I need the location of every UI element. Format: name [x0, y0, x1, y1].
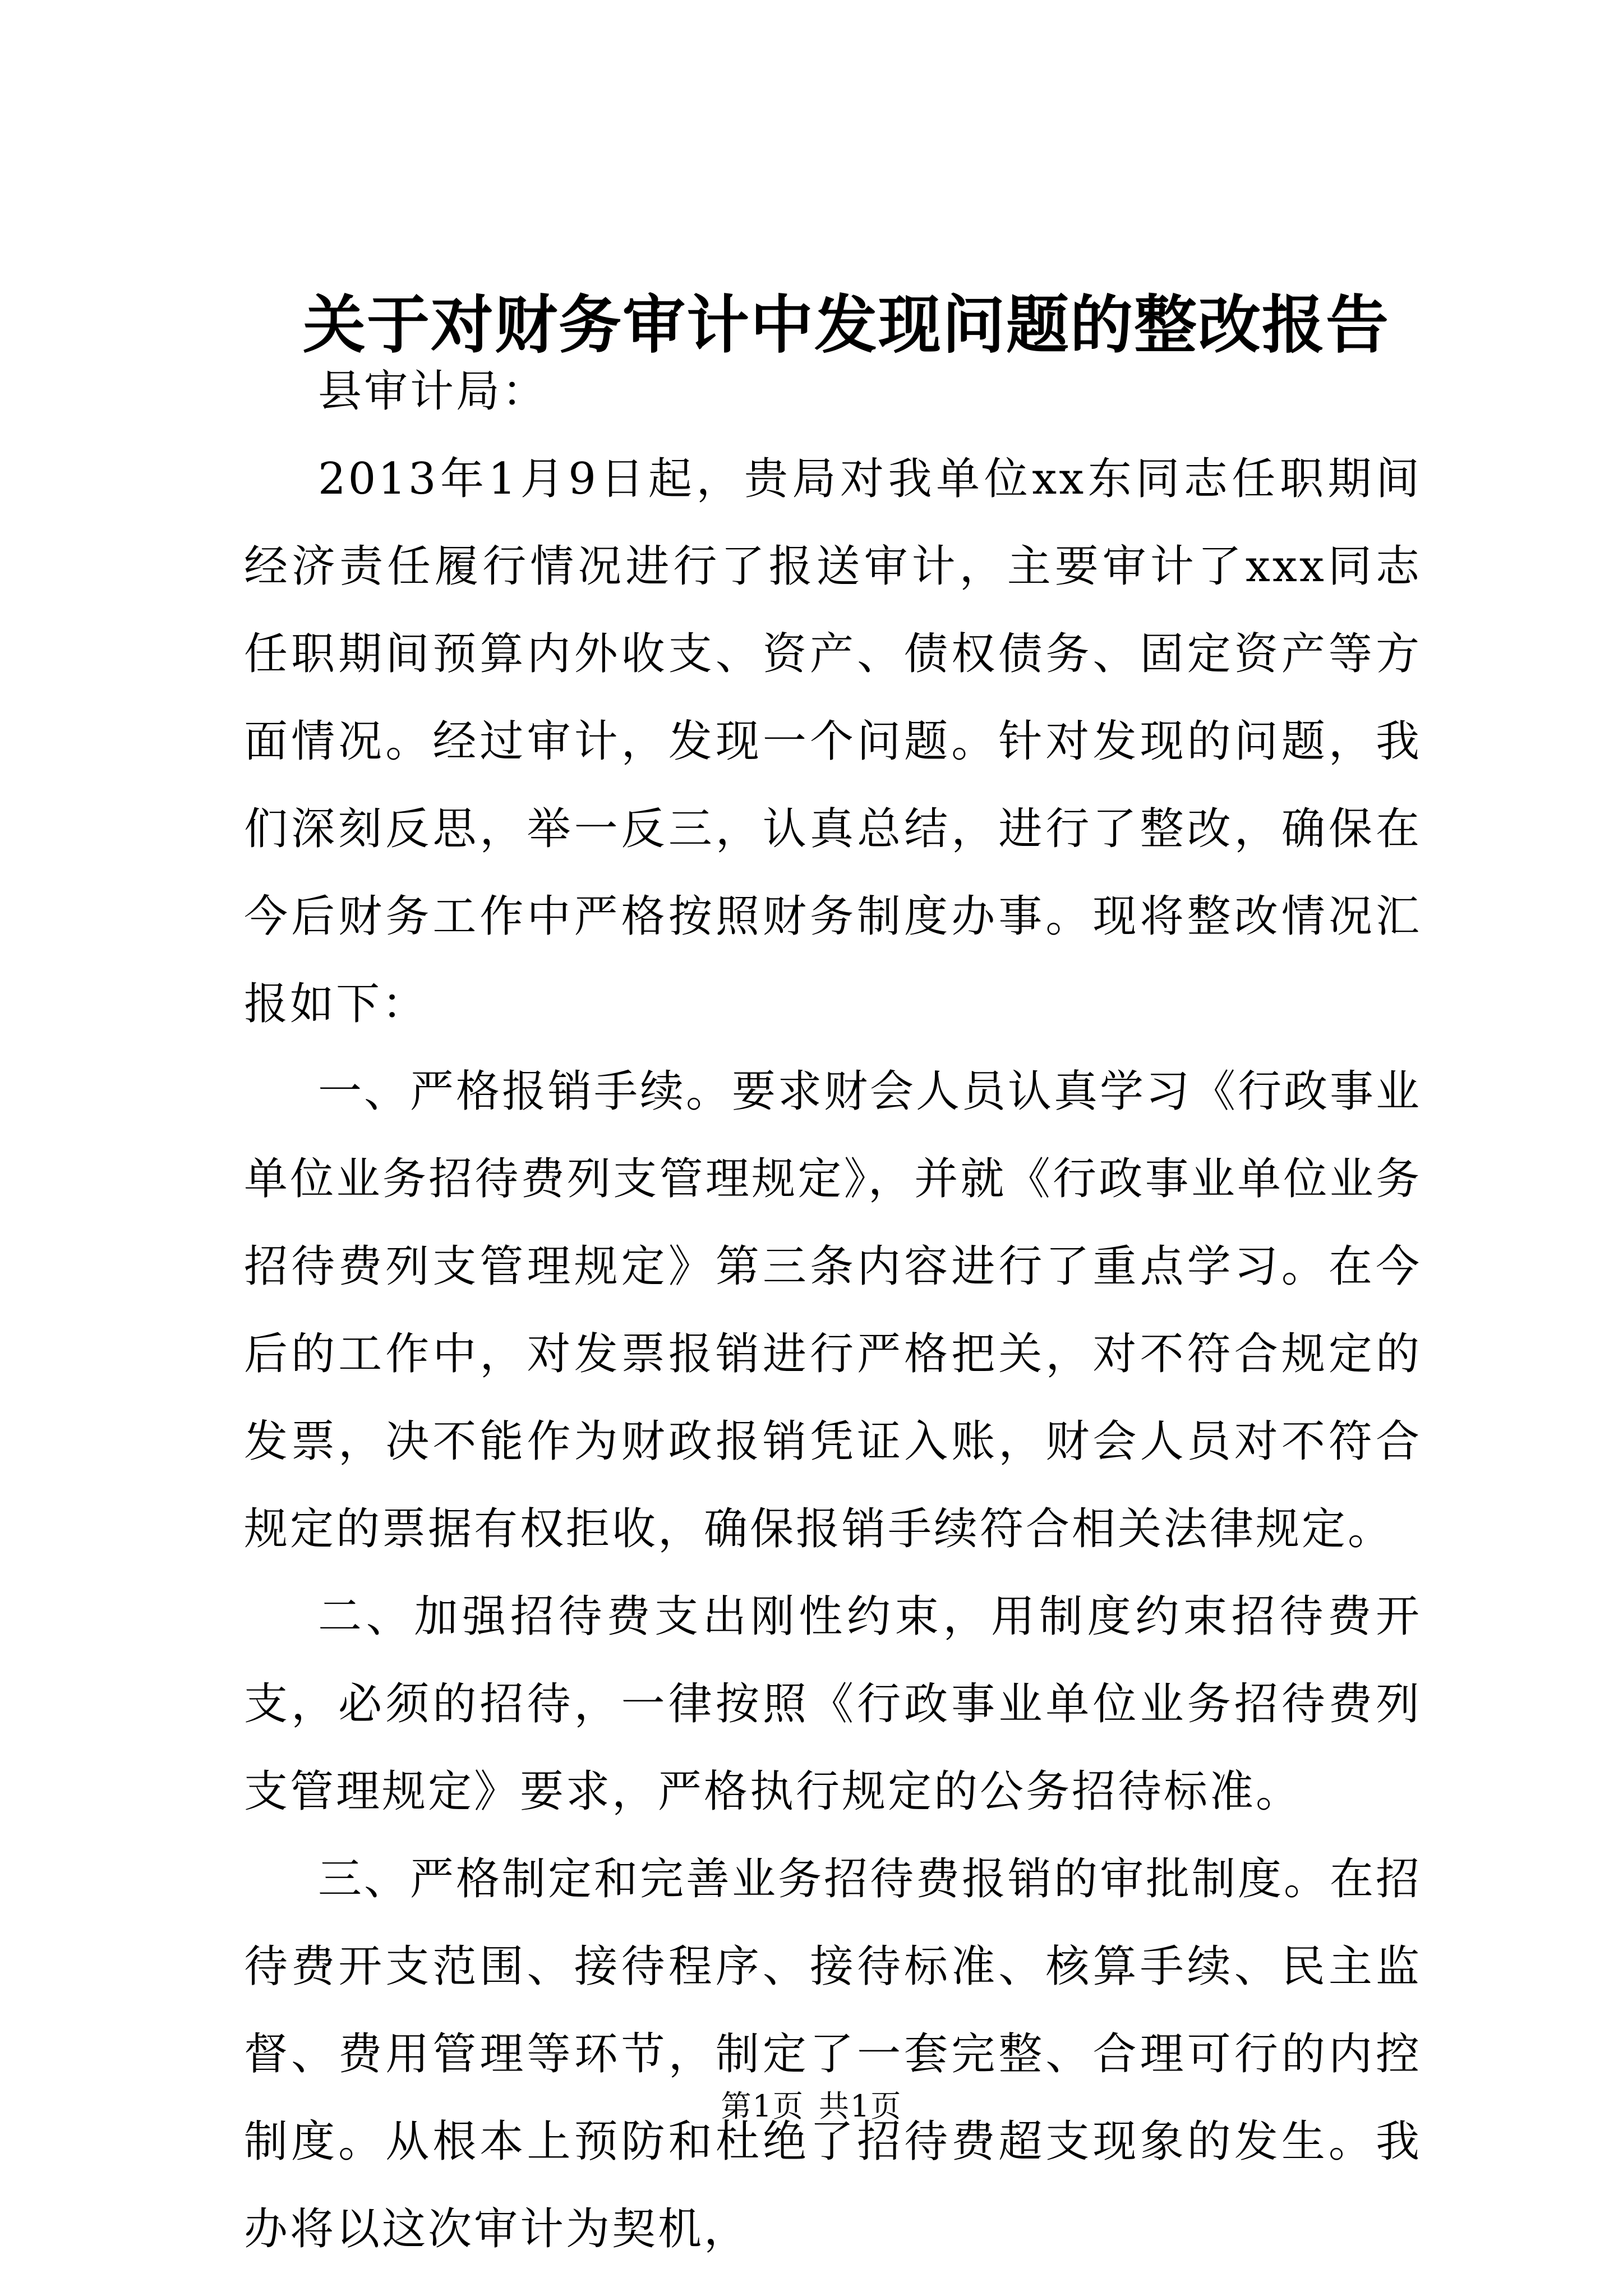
document-title: 关于对财务审计中发现问题的整改报告: [303, 288, 1390, 362]
paragraph-intro: 2013年1月9日起，贵局对我单位xx东同志任职期间经济责任履行情况进行了报送审计，主要审计了xxx同志任职期间预算内外收支、资产、债权债务、固定资产等方面情况。经过审计，发现一个问题。针对发现的问题，我们深刻反思，举一反三，认真总结，进行了整改，确保在今后财务工作中严格按照财务制度办事。现将整改情况汇报如下：: [244, 454, 1422, 1029]
paragraph-item-1: 一、严格报销手续。要求财会人员认真学习《行政事业单位业务招待费列支管理规定》，并就《行政事业单位业务招待费列支管理规定》第三条内容进行了重点学习。在今后的工作中，对发票报销进行严格把关，对不符合规定的发票，决不能作为财政报销凭证入账，财会人员对不符合规定的票据有权拒收，确保报销手续符合相关法律规定。: [244, 1066, 1422, 1554]
document-body: [244, 348, 1422, 2273]
paragraph-item-3: 三、严格制定和完善业务招待费报销的审批制度。在招待费开支范围、接待程序、接待标准、核算手续、民主监督、费用管理等环节，制定了一套完整、合理可行的内控制度。从根本上预防和杜绝了招待费超支现象的发生。我办将以这次审计为契机，: [244, 1854, 1422, 2254]
addressee: 县审计局：: [318, 366, 548, 417]
page-footer: [0, 2087, 1623, 2126]
page-number: 第1页: [721, 2088, 804, 2124]
page-total: 共1页: [819, 2088, 902, 2124]
paragraph-item-2: 二、加强招待费支出刚性约束，用制度约束招待费开支，必须的招待，一律按照《行政事业单位业务招待费列支管理规定》要求，严格执行规定的公务招待标准。: [244, 1591, 1422, 1817]
